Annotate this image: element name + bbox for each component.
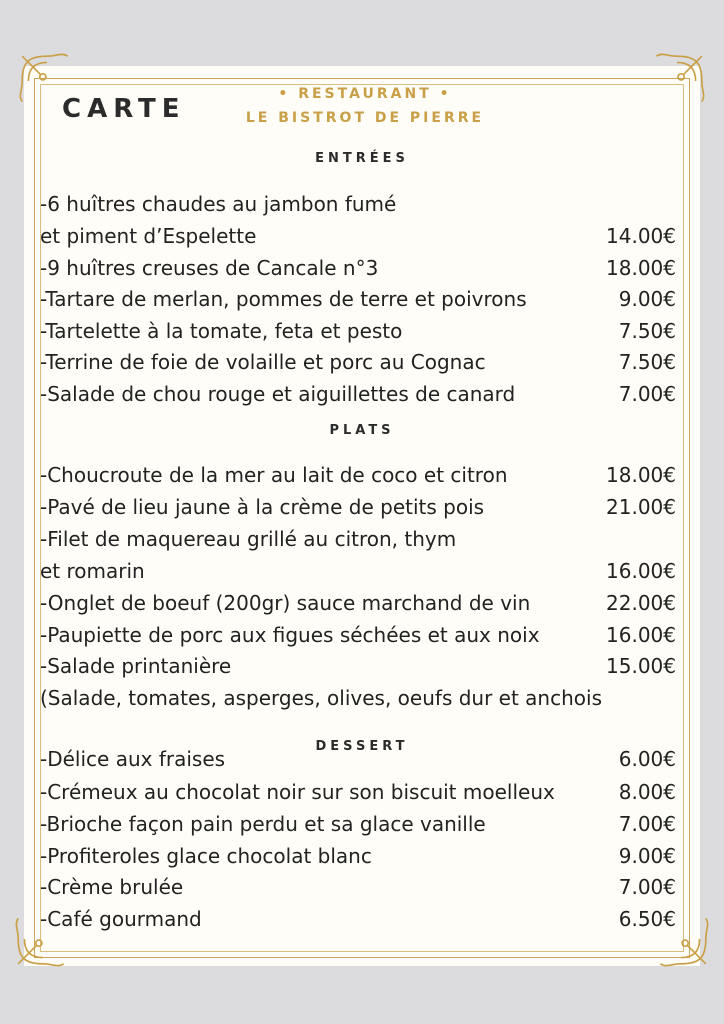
item-price: 7.00€ — [618, 382, 676, 406]
item-price: 16.00€ — [606, 623, 676, 647]
menu-item — [0, 743, 724, 775]
item-name: -Paupiette de porc aux figues séchées et aux noix — [40, 623, 540, 647]
item-price: 18.00€ — [606, 256, 676, 280]
item-price: 14.00€ — [606, 224, 676, 248]
item-price: 16.00€ — [606, 559, 676, 583]
item-name: -Café gourmand — [40, 907, 202, 931]
menu-item — [0, 619, 724, 651]
item-name: -Tartare de merlan, pommes de terre et poivrons — [40, 287, 527, 311]
menu-item — [0, 650, 724, 682]
menu-item — [0, 903, 724, 935]
item-price: 6.00€ — [618, 747, 676, 771]
item-price: 7.50€ — [618, 319, 676, 343]
item-price: 6.50€ — [618, 907, 676, 931]
menu-item — [0, 459, 724, 491]
item-name: -Terrine de foie de volaille et porc au Cognac — [40, 350, 486, 374]
item-name: -Crémeux au chocolat noir sur son biscuit moelleux — [40, 780, 555, 804]
menu-item — [0, 283, 724, 315]
item-name: -Brioche façon pain perdu et sa glace vanille — [40, 812, 486, 836]
item-name: -Filet de maquereau grillé au citron, thym — [40, 527, 457, 551]
menu-item — [0, 523, 724, 555]
item-price: 7.50€ — [618, 350, 676, 374]
item-price: 7.00€ — [618, 812, 676, 836]
menu-item — [0, 776, 724, 808]
item-name: -Tartelette à la tomate, feta et pesto — [40, 319, 403, 343]
item-name: -6 huîtres chaudes au jambon fumé — [40, 192, 397, 216]
item-name: -Délice aux fraises — [40, 747, 226, 771]
item-price: 21.00€ — [606, 495, 676, 519]
item-name: -Choucroute de la mer au lait de coco et citron — [40, 463, 508, 487]
item-name: -Pavé de lieu jaune à la crème de petits pois — [40, 495, 485, 519]
item-name: -Onglet de boeuf (200gr) sauce marchand de vin — [40, 591, 531, 615]
item-name: -Crème brulée — [40, 875, 184, 899]
section-title-dessert: DESSERT — [315, 739, 409, 754]
restaurant-label: • RESTAURANT • — [278, 86, 452, 102]
item-name: et romarin — [40, 559, 145, 583]
item-price: 8.00€ — [618, 780, 676, 804]
item-price: 15.00€ — [606, 654, 676, 678]
item-price: 7.00€ — [618, 875, 676, 899]
menu-item — [0, 315, 724, 347]
item-price: 9.00€ — [618, 287, 676, 311]
ornament-top-right-icon — [646, 50, 708, 112]
item-price: 22.00€ — [606, 591, 676, 615]
item-name: -Salade printanière — [40, 654, 232, 678]
item-price: 9.00€ — [618, 844, 676, 868]
menu-item — [0, 346, 724, 378]
menu-item — [0, 840, 724, 872]
section-title-entrees: ENTRÉES — [315, 151, 409, 166]
item-name: -Salade de chou rouge et aiguillettes de canard — [40, 382, 516, 406]
menu-item — [0, 682, 724, 714]
menu-item — [0, 555, 724, 587]
menu-item — [0, 188, 724, 220]
section-title-plats: PLATS — [329, 423, 395, 438]
item-name: -9 huîtres creuses de Cancale n°3 — [40, 256, 379, 280]
item-name: -Profiteroles glace chocolat blanc — [40, 844, 372, 868]
restaurant-name: LE BISTROT DE PIERRE — [245, 110, 485, 126]
menu-item — [0, 491, 724, 523]
menu-item — [0, 220, 724, 252]
menu-item — [0, 378, 724, 410]
item-price: 18.00€ — [606, 463, 676, 487]
menu-title: CARTE — [62, 94, 186, 124]
menu-item — [0, 871, 724, 903]
menu-item — [0, 252, 724, 284]
menu-item — [0, 587, 724, 619]
menu-item — [0, 808, 724, 840]
item-name: (Salade, tomates, asperges, olives, oeufs dur et anchois — [40, 686, 602, 710]
item-name: et piment d’Espelette — [40, 224, 257, 248]
